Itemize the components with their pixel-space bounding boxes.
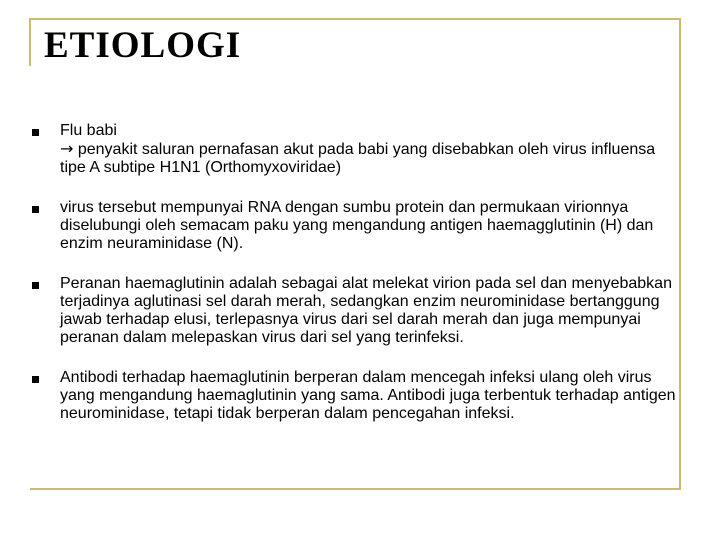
square-bullet-icon	[32, 206, 39, 213]
bullet-heading: Flu babi	[60, 122, 117, 139]
frame-bottom-border	[30, 488, 681, 490]
bullet-text: Antibodi terhadap haemaglutinin berperan dalam mencegah infeksi ulang oleh virus yang mengandung haemaglutinin yang sama. Antibodi juga terbentuk terhadap antigen neurominidase, tetapi tidak berperan dalam pencegahan infeksi.	[60, 369, 676, 422]
square-bullet-icon	[32, 129, 39, 136]
bullet-definition	[60, 140, 680, 177]
square-bullet-icon	[32, 282, 39, 289]
square-bullet-icon	[32, 376, 39, 383]
bullet-text: virus tersebut mempunyai RNA dengan sumbu protein dan permukaan virionnya diselubungi oleh semacam paku yang mengandung antigen haemagglutinin (H) dan enzim neuraminidase (N).	[60, 199, 654, 252]
bullet-item-haemaglutinin-role	[30, 275, 680, 347]
bullet-item-flu-babi	[30, 122, 680, 177]
bullet-item-antibodi	[30, 369, 680, 423]
frame-left-border	[29, 18, 31, 66]
arrow-right-icon: →	[60, 139, 74, 158]
bullet-text: penyakit saluran pernafasan akut pada babi yang disebabkan oleh virus influensa tipe A subtipe H1N1 (Orthomyxoviridae)	[60, 141, 656, 176]
slide-title: ETIOLOGI	[44, 25, 242, 66]
bullet-item-virus-structure	[30, 199, 680, 253]
bullet-list	[30, 122, 680, 445]
frame-top-border	[30, 18, 680, 20]
bullet-text: Peranan haemaglutinin adalah sebagai alat melekat virion pada sel dan menyebabkan terjadinya aglutinasi sel darah merah, sedangkan enzim neurominidase bertanggung jawab terhadap elusi, terlepasnya virus dari sel darah merah dan juga mempunyai peranan dalam melepaskan virus dari sel yang terinfeksi.	[60, 275, 672, 346]
